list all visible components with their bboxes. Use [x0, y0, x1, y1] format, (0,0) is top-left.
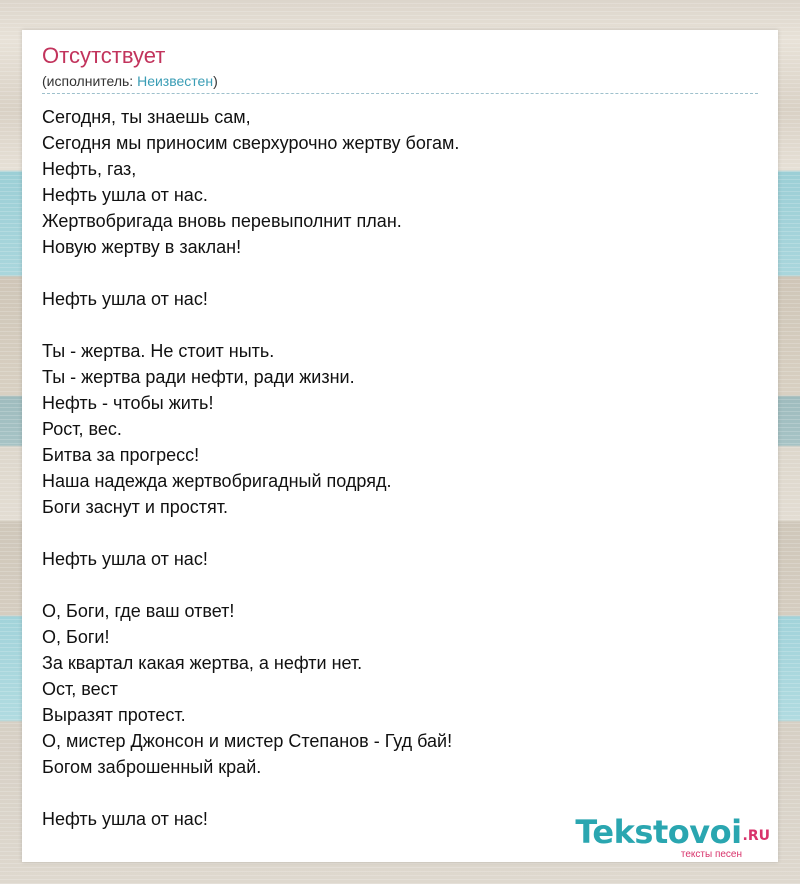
lyric-line: Ты - жертва. Не стоит ныть. — [42, 341, 275, 361]
lyric-line: Ты - жертва ради нефти, ради жизни. — [42, 367, 355, 387]
credit-prefix: (исполнитель: — [42, 73, 138, 89]
song-title: Отсутствует — [42, 43, 166, 68]
lyric-line: О, Боги! — [42, 627, 110, 647]
lyric-line: Сегодня мы приносим сверхурочно жертву богам. — [42, 133, 460, 153]
lyric-line: Сегодня, ты знаешь сам, — [42, 107, 251, 127]
lyric-line: Ост, вест — [42, 679, 118, 699]
lyric-line: Нефть ушла от нас. — [42, 185, 208, 205]
lyric-line: Наша надежда жертвобригадный подряд. — [42, 471, 392, 491]
logo-tagline: тексты песен — [680, 849, 742, 860]
lyric-line: Рост, вес. — [42, 419, 122, 439]
lyrics-text — [42, 104, 758, 832]
lyric-line: За квартал какая жертва, а нефти нет. — [42, 653, 363, 673]
lyric-line: Нефть - чтобы жить! — [42, 393, 214, 413]
artist-credit — [42, 73, 218, 89]
lyric-line: Битва за прогресс! — [42, 445, 200, 465]
lyric-line: Боги заснут и простят. — [42, 497, 228, 517]
lyric-blank-line — [42, 520, 758, 546]
lyric-line: Нефть ушла от нас! — [42, 549, 208, 569]
lyric-line: Нефть, газ, — [42, 159, 137, 179]
lyric-blank-line — [42, 260, 758, 286]
lyric-line: Нефть ушла от нас! — [42, 289, 208, 309]
logo-wordmark — [575, 815, 770, 853]
credit-suffix: ) — [213, 73, 218, 89]
lyric-line: Жертвобригада вновь перевыполнит план. — [42, 211, 402, 231]
lyric-blank-line — [42, 780, 758, 806]
lyric-line: Нефть ушла от нас! — [42, 809, 208, 829]
title-divider — [42, 93, 758, 94]
lyrics-card — [22, 30, 778, 862]
logo-name: Tekstovoi — [575, 813, 742, 851]
site-logo[interactable] — [575, 815, 770, 860]
lyric-line: О, мистер Джонсон и мистер Степанов - Гуд бай! — [42, 731, 453, 751]
lyric-blank-line — [42, 572, 758, 598]
lyric-line: Богом заброшенный край. — [42, 757, 262, 777]
logo-tld: .RU — [742, 828, 770, 844]
lyric-line: Выразят протест. — [42, 705, 186, 725]
lyric-line: О, Боги, где ваш ответ! — [42, 601, 235, 621]
lyric-blank-line — [42, 312, 758, 338]
lyric-line: Новую жертву в заклан! — [42, 237, 242, 257]
artist-link[interactable]: Неизвестен — [137, 73, 214, 89]
